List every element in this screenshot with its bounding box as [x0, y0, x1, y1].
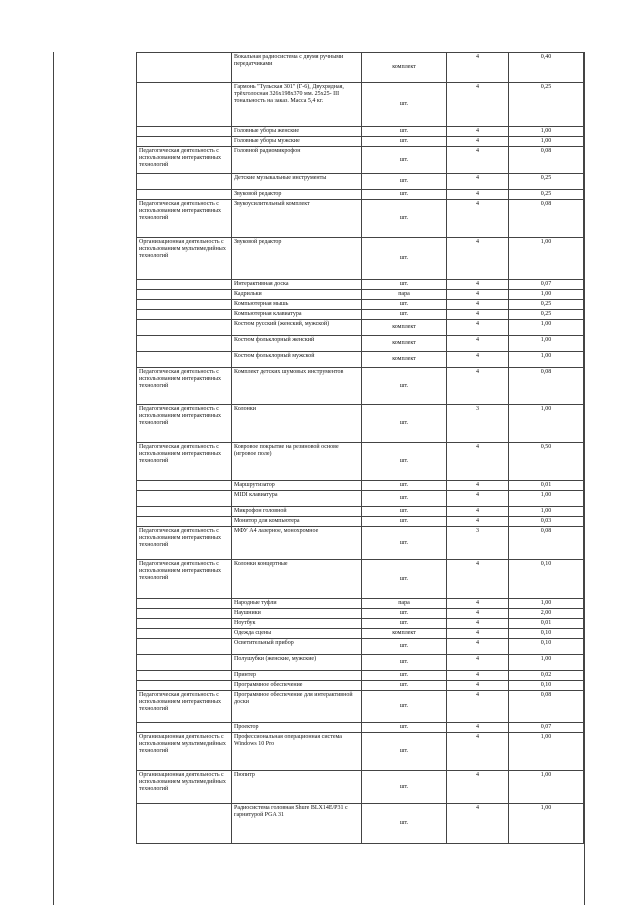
table-row [137, 804, 584, 844]
table-row [137, 238, 584, 280]
name-cell: MIDI клавиатура [232, 491, 362, 507]
activity-cell: Педагогическая деятельность с использованием интерактивных технологий [137, 691, 232, 723]
activity-cell [137, 280, 232, 290]
table-row [137, 280, 584, 290]
quantity-cell: 4 [447, 320, 509, 336]
name-cell: Комплект детских шумовых инструментов [232, 368, 362, 405]
unit-cell: шт. [362, 619, 447, 629]
table-row [137, 405, 584, 443]
activity-cell [137, 300, 232, 310]
activity-cell [137, 655, 232, 671]
unit-cell: шт. [362, 238, 447, 280]
name-cell: Осветительный прибор [232, 639, 362, 655]
quantity-cell: 4 [447, 723, 509, 733]
table-row [137, 639, 584, 655]
unit-cell: шт. [362, 681, 447, 691]
table-row [137, 527, 584, 560]
unit-cell: шт. [362, 527, 447, 560]
table-row [137, 629, 584, 639]
unit-cell: шт. [362, 147, 447, 174]
name-cell: Одежда сцены [232, 629, 362, 639]
quantity-cell: 4 [447, 190, 509, 200]
activity-cell: Организационная деятельность с использованием мультимедийных технологий [137, 238, 232, 280]
coefficient-cell: 0,08 [509, 527, 584, 560]
activity-cell [137, 352, 232, 368]
quantity-cell: 4 [447, 310, 509, 320]
quantity-cell: 4 [447, 619, 509, 629]
quantity-cell: 3 [447, 405, 509, 443]
table-row [137, 655, 584, 671]
quantity-cell: 4 [447, 771, 509, 804]
name-cell: Компьютерная клавиатура [232, 310, 362, 320]
quantity-cell: 4 [447, 491, 509, 507]
activity-cell: Организационная деятельность с использованием мультимедийных технологий [137, 771, 232, 804]
quantity-cell: 4 [447, 655, 509, 671]
activity-cell [137, 507, 232, 517]
quantity-cell: 4 [447, 53, 509, 83]
name-cell: Звукоусилительный комплект [232, 200, 362, 238]
activity-cell [137, 83, 232, 127]
name-cell: Костюм фольклорный женский [232, 336, 362, 352]
name-cell: Ноутбук [232, 619, 362, 629]
table-row [137, 368, 584, 405]
table-row [137, 491, 584, 507]
right-margin-line [584, 52, 585, 905]
name-cell: МФУ А4 лазерное, монохромное [232, 527, 362, 560]
quantity-cell: 4 [447, 560, 509, 599]
activity-cell [137, 310, 232, 320]
activity-cell [137, 53, 232, 83]
table-row [137, 300, 584, 310]
activity-cell [137, 599, 232, 609]
table-row [137, 290, 584, 300]
quantity-cell: 4 [447, 280, 509, 290]
unit-cell: шт. [362, 127, 447, 137]
coefficient-cell: 0,50 [509, 443, 584, 481]
unit-cell: шт. [362, 733, 447, 771]
name-cell: Костюм русский (женский, мужской) [232, 320, 362, 336]
unit-cell: шт. [362, 443, 447, 481]
activity-cell [137, 609, 232, 619]
unit-cell: комплект [362, 53, 447, 83]
activity-cell [137, 127, 232, 137]
unit-cell: шт. [362, 405, 447, 443]
activity-cell [137, 517, 232, 527]
coefficient-cell: 0,02 [509, 671, 584, 681]
quantity-cell: 4 [447, 336, 509, 352]
name-cell: Ковровое покрытие на резиновой основе (игровое поле) [232, 443, 362, 481]
unit-cell: пара [362, 290, 447, 300]
coefficient-cell: 1,00 [509, 491, 584, 507]
unit-cell: пара [362, 599, 447, 609]
activity-cell [137, 639, 232, 655]
unit-cell: шт. [362, 723, 447, 733]
activity-cell [137, 174, 232, 190]
activity-cell [137, 336, 232, 352]
coefficient-cell: 0,08 [509, 691, 584, 723]
quantity-cell: 3 [447, 527, 509, 560]
table-row [137, 507, 584, 517]
quantity-cell: 4 [447, 609, 509, 619]
name-cell: Колонки концертные [232, 560, 362, 599]
name-cell: Полушубки (женские, мужские) [232, 655, 362, 671]
activity-cell [137, 671, 232, 681]
coefficient-cell: 0,08 [509, 368, 584, 405]
coefficient-cell: 2,00 [509, 609, 584, 619]
activity-cell [137, 804, 232, 844]
activity-cell: Педагогическая деятельность с использованием интерактивных технологий [137, 147, 232, 174]
name-cell: Профессиональная операционная система Windows 10 Pro [232, 733, 362, 771]
unit-cell: шт. [362, 137, 447, 147]
unit-cell: шт. [362, 481, 447, 491]
coefficient-cell: 1,00 [509, 804, 584, 844]
activity-cell: Организационная деятельность с использованием мультимедийных технологий [137, 733, 232, 771]
coefficient-cell: 0,08 [509, 200, 584, 238]
table-row [137, 147, 584, 174]
unit-cell: шт. [362, 671, 447, 681]
activity-cell [137, 190, 232, 200]
table-row [137, 320, 584, 336]
quantity-cell: 4 [447, 127, 509, 137]
quantity-cell: 4 [447, 238, 509, 280]
unit-cell: шт. [362, 639, 447, 655]
activity-cell: Педагогическая деятельность с использованием интерактивных технологий [137, 200, 232, 238]
coefficient-cell: 0,07 [509, 280, 584, 290]
activity-cell [137, 723, 232, 733]
name-cell: Пюпитр [232, 771, 362, 804]
name-cell: Микрофон головной [232, 507, 362, 517]
table-row [137, 771, 584, 804]
coefficient-cell: 1,00 [509, 405, 584, 443]
quantity-cell: 4 [447, 671, 509, 681]
quantity-cell: 4 [447, 147, 509, 174]
unit-cell: шт. [362, 310, 447, 320]
quantity-cell: 4 [447, 137, 509, 147]
activity-cell [137, 491, 232, 507]
quantity-cell: 4 [447, 507, 509, 517]
name-cell: Народные туфли [232, 599, 362, 609]
coefficient-cell: 1,00 [509, 599, 584, 609]
table-row [137, 200, 584, 238]
activity-cell: Педагогическая деятельность с использованием интерактивных технологий [137, 527, 232, 560]
unit-cell: шт. [362, 691, 447, 723]
table-row [137, 691, 584, 723]
table-row [137, 137, 584, 147]
quantity-cell: 4 [447, 83, 509, 127]
unit-cell: комплект [362, 629, 447, 639]
table-row [137, 127, 584, 137]
quantity-cell: 4 [447, 691, 509, 723]
coefficient-cell: 1,00 [509, 733, 584, 771]
quantity-cell: 4 [447, 290, 509, 300]
unit-cell: шт. [362, 609, 447, 619]
coefficient-cell: 0,25 [509, 300, 584, 310]
name-cell: Колонки [232, 405, 362, 443]
table-row [137, 190, 584, 200]
table-row [137, 517, 584, 527]
unit-cell: шт. [362, 655, 447, 671]
quantity-cell: 4 [447, 300, 509, 310]
coefficient-cell: 1,00 [509, 137, 584, 147]
unit-cell: шт. [362, 368, 447, 405]
name-cell: Головной радиомикрофон [232, 147, 362, 174]
unit-cell: шт. [362, 804, 447, 844]
table-row [137, 619, 584, 629]
activity-cell [137, 619, 232, 629]
activity-cell: Педагогическая деятельность с использованием интерактивных технологий [137, 443, 232, 481]
unit-cell: шт. [362, 771, 447, 804]
table-row [137, 53, 584, 83]
coefficient-cell: 1,00 [509, 507, 584, 517]
quantity-cell: 4 [447, 174, 509, 190]
equipment-table [136, 52, 584, 844]
quantity-cell: 4 [447, 804, 509, 844]
activity-cell [137, 681, 232, 691]
activity-cell [137, 320, 232, 336]
coefficient-cell: 1,00 [509, 127, 584, 137]
coefficient-cell: 1,00 [509, 320, 584, 336]
coefficient-cell: 0,10 [509, 681, 584, 691]
activity-cell [137, 481, 232, 491]
activity-cell [137, 290, 232, 300]
coefficient-cell: 1,00 [509, 771, 584, 804]
table-row [137, 733, 584, 771]
coefficient-cell: 0,01 [509, 619, 584, 629]
coefficient-cell: 0,10 [509, 560, 584, 599]
table-row [137, 723, 584, 733]
quantity-cell: 4 [447, 517, 509, 527]
name-cell: Гармонь "Тульская 301" (Г-6), Двухрядная, трёхголосная 326х198х370 мм. 25х25- III тональность на заказ. Масса 5,4 кг. [232, 83, 362, 127]
left-margin-line [53, 52, 54, 905]
name-cell: Звуковой редактор [232, 190, 362, 200]
name-cell: Детские музыкальные инструменты [232, 174, 362, 190]
coefficient-cell: 0,25 [509, 83, 584, 127]
table-row [137, 609, 584, 619]
activity-cell: Педагогическая деятельность с использованием интерактивных технологий [137, 368, 232, 405]
coefficient-cell: 0,07 [509, 723, 584, 733]
name-cell: Программное обеспечение [232, 681, 362, 691]
table-row [137, 671, 584, 681]
unit-cell: шт. [362, 83, 447, 127]
quantity-cell: 4 [447, 443, 509, 481]
table-row [137, 560, 584, 599]
coefficient-cell: 0,08 [509, 147, 584, 174]
quantity-cell: 4 [447, 481, 509, 491]
coefficient-cell: 0,03 [509, 517, 584, 527]
equipment-table-body [137, 53, 584, 844]
name-cell: Головные уборы мужские [232, 137, 362, 147]
coefficient-cell: 0,01 [509, 481, 584, 491]
coefficient-cell: 0,40 [509, 53, 584, 83]
coefficient-cell: 0,10 [509, 629, 584, 639]
unit-cell: шт. [362, 491, 447, 507]
unit-cell: шт. [362, 300, 447, 310]
name-cell: Маршрутизатор [232, 481, 362, 491]
name-cell: Монитор для компьютера [232, 517, 362, 527]
coefficient-cell: 0,10 [509, 639, 584, 655]
coefficient-cell: 1,00 [509, 238, 584, 280]
table-row [137, 443, 584, 481]
table-row [137, 599, 584, 609]
coefficient-cell: 0,25 [509, 310, 584, 320]
unit-cell: комплект [362, 320, 447, 336]
activity-cell [137, 629, 232, 639]
unit-cell: шт. [362, 200, 447, 238]
unit-cell: шт. [362, 507, 447, 517]
coefficient-cell: 0,25 [509, 174, 584, 190]
name-cell: Проектор [232, 723, 362, 733]
table-row [137, 336, 584, 352]
unit-cell: шт. [362, 517, 447, 527]
activity-cell: Педагогическая деятельность с использованием интерактивных технологий [137, 405, 232, 443]
name-cell: Компьютерная мышь [232, 300, 362, 310]
quantity-cell: 4 [447, 639, 509, 655]
coefficient-cell: 1,00 [509, 290, 584, 300]
activity-cell [137, 137, 232, 147]
table-row [137, 352, 584, 368]
name-cell: Программное обеспечение для интерактивной доски [232, 691, 362, 723]
name-cell: Вокальная радиосистема с двумя ручными передатчиками [232, 53, 362, 83]
quantity-cell: 4 [447, 733, 509, 771]
unit-cell: шт. [362, 174, 447, 190]
unit-cell: комплект [362, 352, 447, 368]
quantity-cell: 4 [447, 681, 509, 691]
name-cell: Принтер [232, 671, 362, 681]
coefficient-cell: 1,00 [509, 336, 584, 352]
unit-cell: шт. [362, 280, 447, 290]
table-row [137, 174, 584, 190]
table-row [137, 481, 584, 491]
coefficient-cell: 1,00 [509, 352, 584, 368]
quantity-cell: 4 [447, 599, 509, 609]
name-cell: Кадрильки [232, 290, 362, 300]
table-row [137, 310, 584, 320]
name-cell: Наушники [232, 609, 362, 619]
unit-cell: шт. [362, 560, 447, 599]
quantity-cell: 4 [447, 352, 509, 368]
unit-cell: шт. [362, 190, 447, 200]
quantity-cell: 4 [447, 200, 509, 238]
name-cell: Звуковой редактор [232, 238, 362, 280]
coefficient-cell: 0,25 [509, 190, 584, 200]
table-row [137, 681, 584, 691]
unit-cell: комплект [362, 336, 447, 352]
activity-cell: Педагогическая деятельность с использованием интерактивных технологий [137, 560, 232, 599]
table-row [137, 83, 584, 127]
name-cell: Интерактивная доска [232, 280, 362, 290]
coefficient-cell: 1,00 [509, 655, 584, 671]
quantity-cell: 4 [447, 629, 509, 639]
name-cell: Головные уборы женские [232, 127, 362, 137]
quantity-cell: 4 [447, 368, 509, 405]
name-cell: Костюм фольклорный мужской [232, 352, 362, 368]
name-cell: Радиосистема головная Shure BLX14E/P31 с гарнитурой PGA 31 [232, 804, 362, 844]
